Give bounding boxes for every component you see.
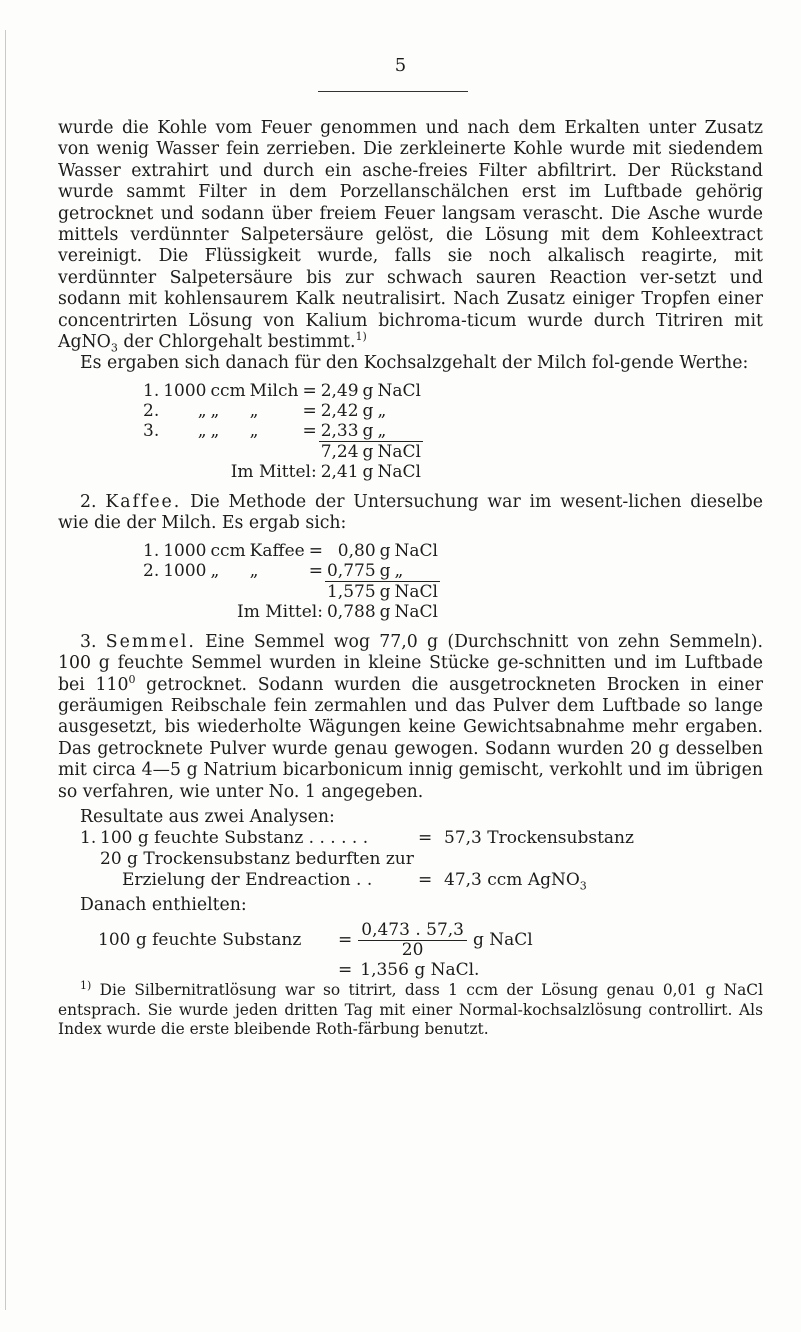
sum-row: 7,24 g NaCl [320,441,421,462]
paragraph-semmel: 3. Semmel. Eine Semmel wog 77,0 g (Durchschnitt von zehn Semmeln). 100 g feuchte Semmel wurden in kleine Stücke ge-schnitten und im Luftbade bei $110^0$ getrocknet. Sodann wurden die ausgetrockneten Brocken in einer geräumigen Reibschale fein zermahlen und das Pulver dem Luftbade so lange ausgesetzt, bis wiederholte Wägungen keine Gewichtsabnahme mehr ergaben. Das getrocknete Pulver wurde genau gewogen. Sodann wurden 20 g desselben mit circa 4—5 g Natrium bicarbonicum innig gemischt, verkohlt und im übrigen so verfahren, wie unter No. 1 angegeben. [58,631,763,802]
paragraph-milk-values: Es ergaben sich danach für den Kochsalzgehalt der Milch fol-gende Werthe: [80,353,749,374]
paragraph-coffee: 2. Kaffee. Die Methode der Untersuchung war im wesent-lichen dieselbe wie die der Milch. Es ergab sich: [58,491,764,534]
mean-row: Im Mittel: 0,788 g NaCl [236,601,438,622]
mean-row: Im Mittel: 2,41 g NaCl [230,461,421,482]
page-number: 5 [394,55,407,76]
table-row: 3. „ „ „ = 2,33 g „ [143,420,387,442]
footnote: $^{1)}$ Die Silbernitratlösung war so titrirt, dass 1 ccm der Lösung genau 0,01 g NaCl entsprach. Sie wurde jeden dritten Tag mit einer Normal-kochsalzlösung controllirt. Als Index wurde die erste bleibende Roth-färbung benutzt. [58,979,763,1039]
results-heading: Resultate aus zwei Analysen: [80,806,335,827]
body-text [58,118,763,1040]
sum-row: 1,575 g NaCl [326,581,438,602]
fraction: $\frac{0,473 . 57,3}{20}$ [358,921,467,960]
table-row: 1. 1000 ccm Milch = 2,49 g NaCl [143,380,421,401]
danach-text: Danach enthielten: [80,895,247,916]
coffee-table [141,541,440,622]
result-line-1: 1. 100 g feuchte Substanz . . . . . . = 57,3 Trockensubstanz [80,828,634,849]
milk-table [141,381,423,482]
table-row: 2. 1000 „ „ = 0,775 g „ [143,560,404,582]
section-heading-coffee: Kaffee. [105,491,182,512]
result-line-3: Erzielung der Endreaction . . = 47,3 ccm AgNO$_3$ [122,870,587,893]
paragraph-ashing: wurde die Kohle vom Feuer genommen und nach dem Erkalten unter Zusatz von wenig Wasser fein zerrieben. Die zerkleinerte Kohle wurde mit siedendem Wasser extrahirt und durch ein asche-freies Filter abfiltrirt. Der Rückstand wurde sammt Filter in dem Porzellanschälchen erst im Luftbade gehörig getrocknet und sodann über freiem Feuer langsam verascht. Die Asche wurde mittels verdünnter Salpetersäure gelöst, die Lösung mit dem Kohleextract vereinigt. Die Flüssigkeit wurde, falls sie noch alkalisch reagirte, mit verdünnter Salpetersäure bis zur schwach sauren Reaction ver-setzt und sodann mit kohlensaurem Kalk neutralisirt. Nach Zusatz einiger Tropfen einer concentrirten Lösung von Kalium bichroma-ticum wurde durch Titriren mit AgNO$_3$ der Chlorgehalt bestimmt.$^{1)}$ [58,118,763,355]
footnote-mark: 1) [355,330,367,344]
table-row: 1. 1000 ccm Kaffee = 0,80 g NaCl [143,540,438,561]
results-block [80,828,763,891]
table-row: 2. „ „ „ = 2,42 g „ [143,400,387,421]
page-edge [5,30,6,1310]
section-heading-semmel: Semmel. [105,631,196,652]
header-rule [318,91,468,92]
equation-result: = 1,356 g NaCl. [338,959,480,980]
equation: 100 g feuchte Substanz = $\frac{0,473 . 57,3}{20}$ g NaCl [98,919,533,960]
result-line-2: 20 g Trockensubstanz bedurften zur [100,849,414,870]
